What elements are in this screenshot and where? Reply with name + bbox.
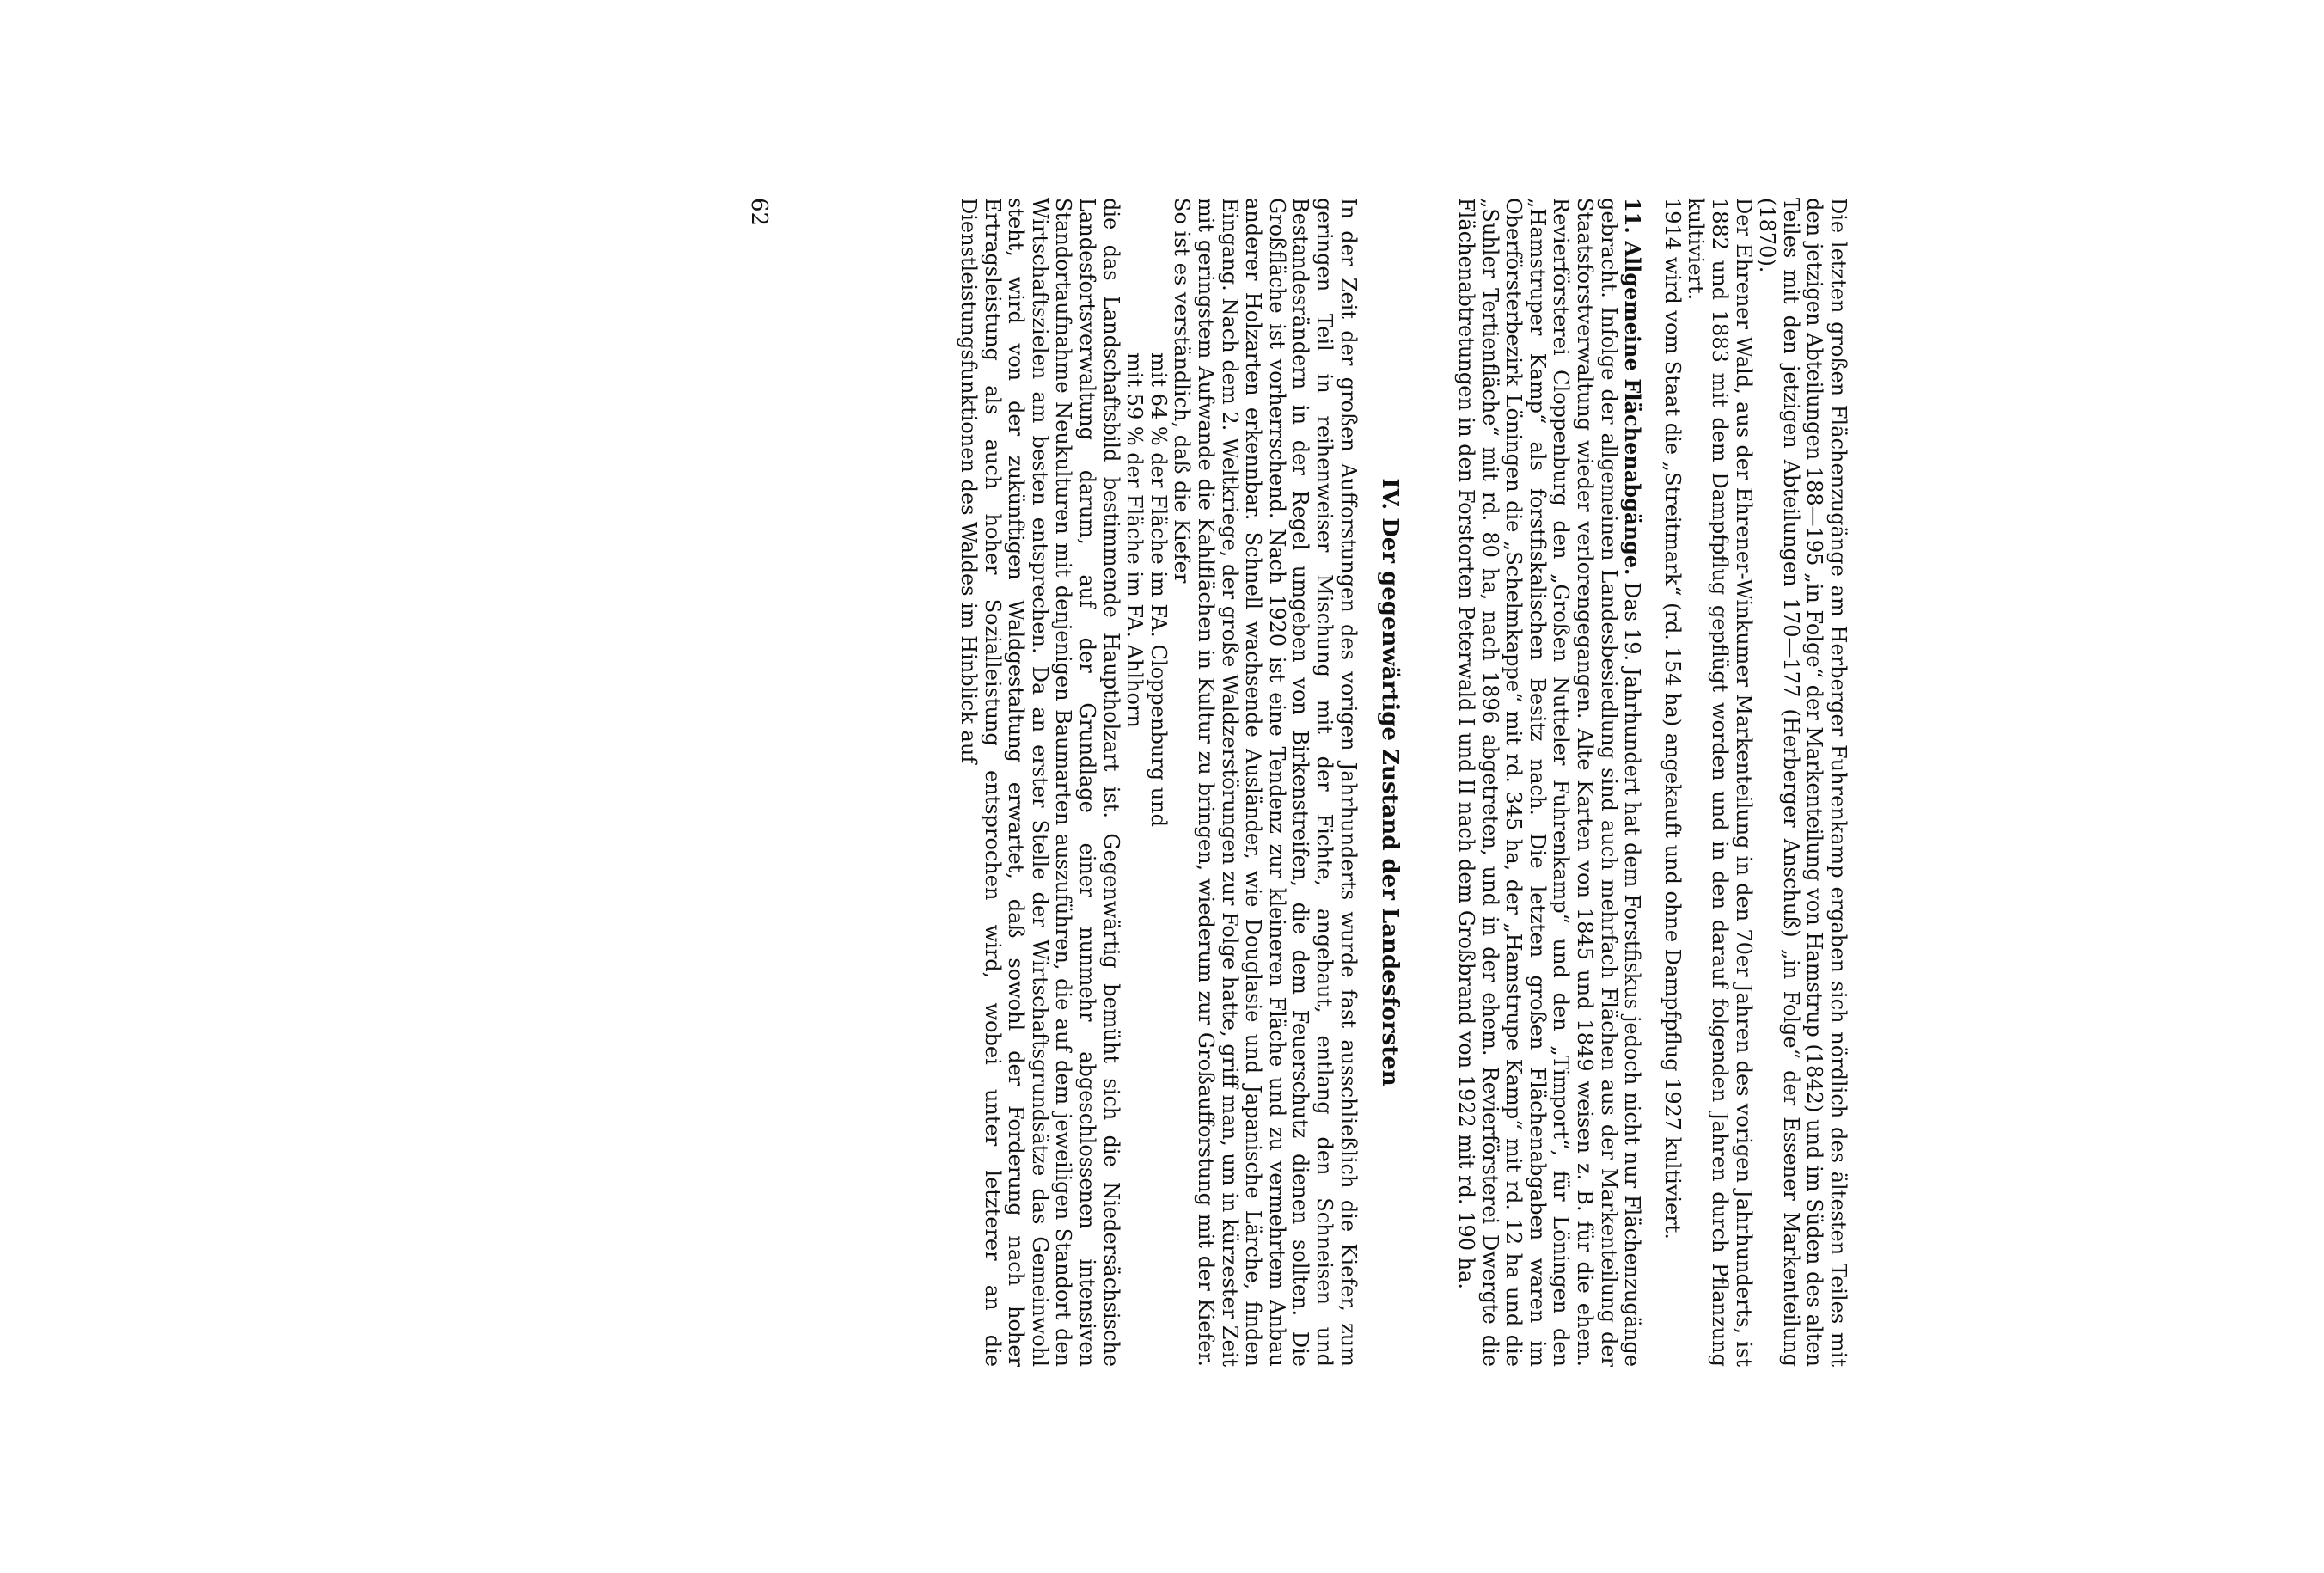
page-number: 62	[746, 198, 772, 227]
paragraph-flaechenabgaenge	[1454, 198, 1645, 1367]
spacer	[1644, 198, 1660, 1367]
statistic-cloppenburg: mit 64 % der Fläche im FA. Cloppenburg und	[1146, 352, 1171, 827]
paragraph-aufforstungen: In der Zeit der großen Aufforstungen des vorigen Jahrhunderts wurde fast ausschließlich die Kiefer, zum geringen Teil in reihenweiser Mischung mit der Fichte, angebaut, entlang den Schneisen und Bestandesrändern in der Regel umgeben von Birkenstreifen, die dem Feuerschutz dienen sollten. Die Großfläche ist vorherrschend. Nach 1920 ist eine Tendenz zur kleineren Fläche und zu vermehrtem Anbau anderer Holzarten erkennbar. Schnell wachsende Ausländer, wie Douglasie und Japanische Lärche, finden Eingang. Nach dem 2. Weltkriege, der große Waldzerstörungen zur Folge hatte, griff man, um in kürzester Zeit mit geringstem Aufwande die Kahlflächen in Kultur zu bringen, wiederum zur Großaufforstung mit der Kiefer. So ist es verständlich, daß die Kiefer	[1170, 198, 1361, 1367]
section-heading: IV. Der gegenwärtige Zustand der Landesforsten	[1377, 478, 1404, 1086]
paragraph-ehrener-wald: Der Ehrener Wald, aus der Ehrener-Winkumer Markenteilung in den 70er Jahren des vorigen Jahrhunderts, ist 1882 und 1883 mit dem Dampfpflug gepflügt worden und in den darauf folgenden Jahren durch Pflanzung kultiviert.	[1684, 198, 1756, 1367]
paragraph-landschaftsbild: die das Landschaftsbild bestimmende Hauptholzart ist. Gegenwärtig bemüht sich die Niedersächsische Landesfortsverwaltung darum, auf der Grundlage einer nunmehr abgeschlossenen intensiven Standortaufnahme Neukulturen mit denjenigen Baumarten auszuführen, die auf dem jeweiligen Standort den Wirtschaftszielen am besten entsprechen. Da an erster Stelle der Wirtschaftsgrundsätze das Gemeinwohl steht, wird von der zukünftigen Waldgestaltung erwartet, daß sowohl der Forderung nach hoher Ertragsleistung als auch hoher Sozialleistung entsprochen wird, wobei unter letzterer an die Dienstleistungsfunktionen des Waldes im Hinblick auf	[957, 198, 1123, 1367]
paragraph-streitmark: 1914 wird vom Staat die „Streitmark“ (rd. 154 ha) angekauft und ohne Dampfpflug 1927 kultiviert.	[1660, 198, 1685, 1239]
paragraph-flaechenzugaenge: Die letzten großen Flächenzugänge am Herberger Fuhrenkamp ergaben sich nördlich des ältesten Teiles mit den jetzigen Abteilungen 188—195 „in Folge“ der Markenteilung von Hamstrup (1842) und im Süden des alten Teiles mit den jetzigen Abteilungen 170—177 (Herberger Anschuß) „in Folge“ der Essener Markenteilung (1870).	[1755, 198, 1850, 1367]
statistic-ahlhorn: mit 59 % der Fläche im FA. Ahlhorn	[1122, 352, 1147, 728]
book-page	[303, 0, 2021, 1573]
paragraph-flaechenabgaenge-text: Das 19. Jahrhundert hat dem Forstfiskus jedoch nicht nur Flächenzugänge gebracht. Infolge der allgemeinen Landesbesiedlung sind auch mehrfach Flächen aus der Markenteilung der Staatsforstverwaltung wieder verlorengegangen. Alte Karten von 1845 und 1849 weisen z. B. für die ehem. Revierförsterei Cloppenburg den „Großen Nutteler Fuhrenkamp“ und den „Timport“, für Löningen den „Hamstruper Kamp“ als forstfiskalischen Besitz nach. Die letzten großen Flächenabgaben waren im Oberförsterbezirk Löningen die „Schelmkappe“ mit rd. 345 ha, der „Hamstrupe Kamp“ mit rd. 12 ha und die „Suhler Tertienfläche“ mit rd. 80 ha, nach 1896 abgetreten, und in der ehem. Revierförsterei Dwergte die Flächenabtretungen in den Forstorten Peterwald I und II nach dem Großbrand von 1922 mit rd. 190 ha.	[1454, 198, 1645, 1367]
spacer	[1403, 198, 1454, 1367]
run-in-heading: 11. Allgemeine Flächenabgänge.	[1620, 198, 1646, 576]
